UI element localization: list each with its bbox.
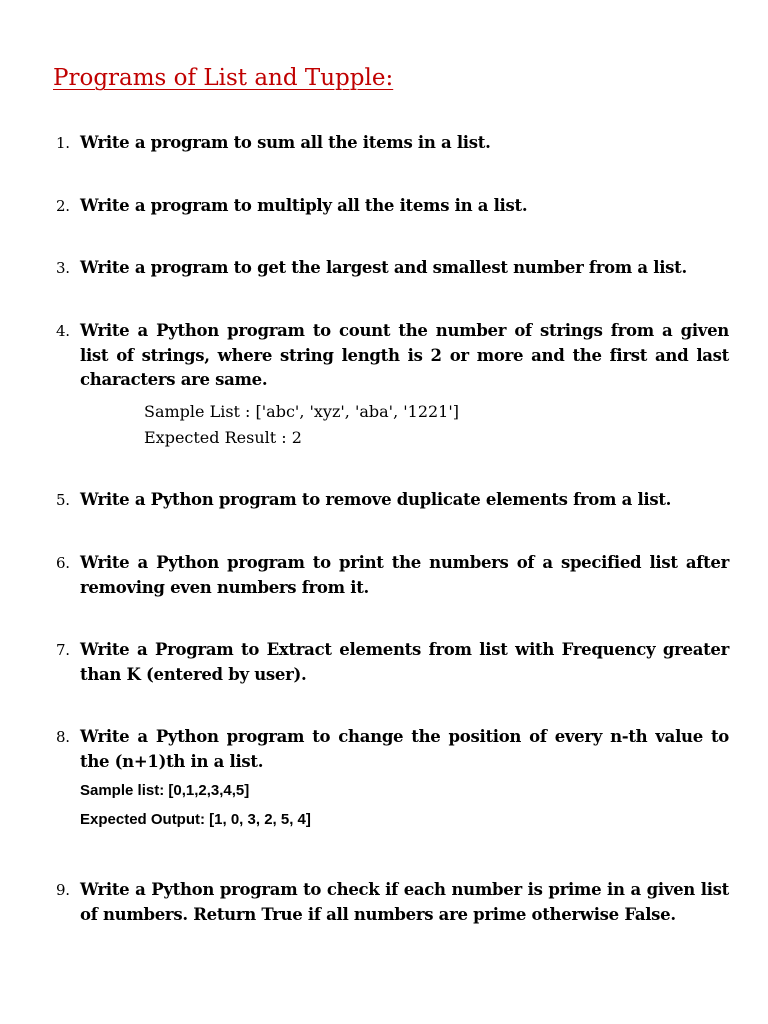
question-number: 6. (56, 554, 70, 572)
q4-expected-result: Expected Result : 2 (144, 428, 302, 447)
question-text: Write a Python program to change the position of every n-th value to the (n+1)th in a list. (80, 727, 729, 771)
question-text: Write a program to sum all the items in a list. (80, 133, 491, 152)
question-1 (56, 131, 729, 156)
question-number: 9. (56, 881, 70, 899)
question-8 (56, 725, 729, 774)
question-text: Write a program to multiply all the items in a list. (80, 196, 528, 215)
question-5 (56, 488, 729, 513)
question-text: Write a program to get the largest and smallest number from a list. (80, 258, 687, 277)
question-number: 5. (56, 491, 70, 509)
question-4 (56, 319, 729, 393)
question-number: 3. (56, 259, 70, 277)
question-6 (56, 551, 729, 600)
question-number: 7. (56, 641, 70, 659)
question-text: Write a Python program to count the number of strings from a given list of strings, where string length is 2 or more and the first and last characters are same. (80, 321, 729, 389)
question-9 (56, 878, 729, 927)
q8-expected-output: Expected Output: [1, 0, 3, 2, 5, 4] (80, 811, 311, 828)
question-text: Write a Program to Extract elements from list with Frequency greater than K (entered by user). (80, 640, 729, 684)
q4-sample-list: Sample List : ['abc', 'xyz', 'aba', '1221'] (144, 402, 459, 421)
question-number: 4. (56, 322, 70, 340)
question-text: Write a Python program to check if each number is prime in a given list of numbers. Return True if all numbers are prime otherwise False. (80, 880, 729, 924)
question-number: 2. (56, 197, 70, 215)
question-text: Write a Python program to remove duplicate elements from a list. (80, 490, 672, 509)
page-title: Programs of List and Tupple: (53, 65, 394, 91)
question-2 (56, 194, 729, 219)
question-7 (56, 638, 729, 687)
question-number: 8. (56, 728, 70, 746)
question-number: 1. (56, 134, 70, 152)
question-text: Write a Python program to print the numbers of a specified list after removing even numbers from it. (80, 553, 729, 597)
q8-sample-list: Sample list: [0,1,2,3,4,5] (80, 782, 250, 799)
question-3 (56, 256, 729, 281)
